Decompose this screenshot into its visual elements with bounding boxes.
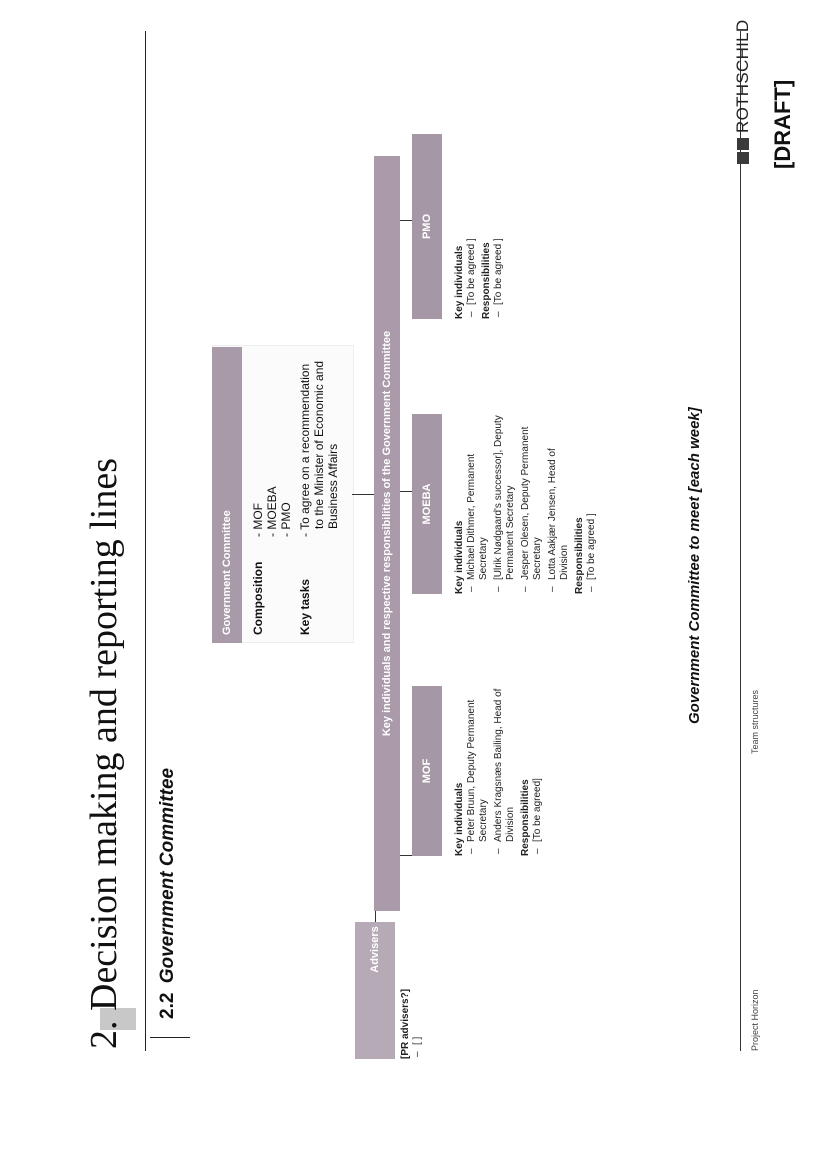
mof-connector — [400, 855, 412, 856]
pmo-column — [452, 134, 508, 319]
composition-item: - MOF — [251, 503, 265, 537]
pmo-connector — [400, 220, 412, 221]
footer-project: Project Horizon — [750, 989, 760, 1051]
footer-divider — [740, 31, 741, 1051]
government-committee-header: Government Committee — [212, 347, 242, 643]
mof-column — [452, 684, 547, 856]
subtitle-divider — [150, 1037, 190, 1038]
moeba-connector — [400, 491, 412, 492]
list-item: – [Ulrik Nødgaard's successor], Deputy Permanent Secretary — [493, 415, 516, 592]
logo-mark-icon — [737, 138, 749, 150]
logo-mark-icon — [737, 152, 749, 164]
pmo-header: PMO — [412, 134, 442, 319]
composition-item: - PMO — [279, 502, 293, 537]
pmo-individual: [To be agreed ] — [466, 238, 477, 305]
key-tasks-label: Key tasks — [298, 578, 312, 635]
list-item: – [To be agreed] — [532, 778, 543, 854]
mof-responsibility: [To be agreed] — [532, 778, 543, 842]
mof-key-individuals-label: Key individuals — [454, 782, 465, 856]
moeba-individual: Jesper Olesen, Deputy Permanent Secretary — [520, 426, 543, 580]
moeba-individual: Michael Dithmer, Permanent Secretary — [466, 453, 489, 580]
pmo-responsibilities-label: Responsibilities — [481, 242, 492, 319]
mof-individual: Anders Kragsnæs Bailing, Head of Division — [493, 688, 516, 842]
advisers-title: [PR advisers?] — [400, 988, 411, 1059]
list-item: – Michael Dithmer, Permanent Secretary — [466, 453, 489, 592]
list-item: – Peter Bruun, Deputy Permanent Secretary — [466, 699, 489, 854]
list-item: – [ ] — [412, 1036, 423, 1057]
page-title: 2. Decision making and reporting lines — [83, 458, 125, 1049]
list-item: – Lotta Aakjær Jensen, Head of Division — [547, 448, 570, 592]
moeba-column — [452, 414, 601, 594]
key-task-line: - To agree on a recommendation — [298, 363, 312, 537]
rothschild-logo — [733, 19, 753, 164]
mof-individual: Peter Bruun, Deputy Permanent Secretary — [466, 699, 489, 842]
moeba-key-individuals-label: Key individuals — [454, 520, 465, 594]
section-title — [157, 768, 179, 1019]
mof-responsibilities-label: Responsibilities — [520, 779, 531, 856]
list-item: – Jesper Olesen, Deputy Permanent Secretary — [520, 426, 543, 592]
moeba-responsibility: [To be agreed ] — [586, 513, 597, 580]
composition-label: Composition — [251, 561, 265, 635]
advisers-column — [398, 939, 427, 1059]
list-item: – [To be agreed ] — [493, 238, 504, 317]
list-item: – [To be agreed ] — [586, 513, 597, 592]
section-title-text: Government Committee — [157, 767, 178, 984]
section-number: 2.2 — [157, 992, 178, 1019]
advisers-header: Advisers — [355, 922, 395, 977]
meeting-note: Government Committee to meet [each week] — [686, 407, 703, 724]
key-task-line: to the Minister of Economic and — [312, 360, 326, 529]
key-individuals-bar: Key individuals and respective responsibilities of the Government Committee — [374, 156, 400, 911]
pmo-responsibility: [To be agreed ] — [493, 238, 504, 305]
moeba-header: MOEBA — [412, 414, 442, 594]
composition-item: - MOEBA — [265, 486, 279, 537]
composition-list — [251, 486, 293, 537]
mof-header: MOF — [412, 686, 442, 856]
list-item: – [To be agreed ] — [466, 238, 477, 317]
key-tasks-list — [298, 361, 340, 537]
title-divider — [145, 31, 146, 1051]
key-task-line: Business Affairs — [326, 443, 340, 529]
moeba-individual: [Ulrik Nødgaard's successor], Deputy Permanent Secretary — [493, 415, 516, 580]
list-item: – Anders Kragsnæs Bailing, Head of Division — [493, 688, 516, 854]
footer-section: Team structures — [750, 689, 760, 754]
moeba-responsibilities-label: Responsibilities — [574, 517, 585, 594]
pmo-key-individuals-label: Key individuals — [454, 245, 465, 319]
logo-text: ROTHSCHILD — [733, 19, 752, 133]
draft-label: [DRAFT] — [770, 79, 795, 169]
gc-connector — [352, 494, 374, 495]
adviser-item: [ ] — [412, 1036, 423, 1045]
moeba-individual: Lotta Aakjær Jensen, Head of Division — [547, 448, 570, 580]
